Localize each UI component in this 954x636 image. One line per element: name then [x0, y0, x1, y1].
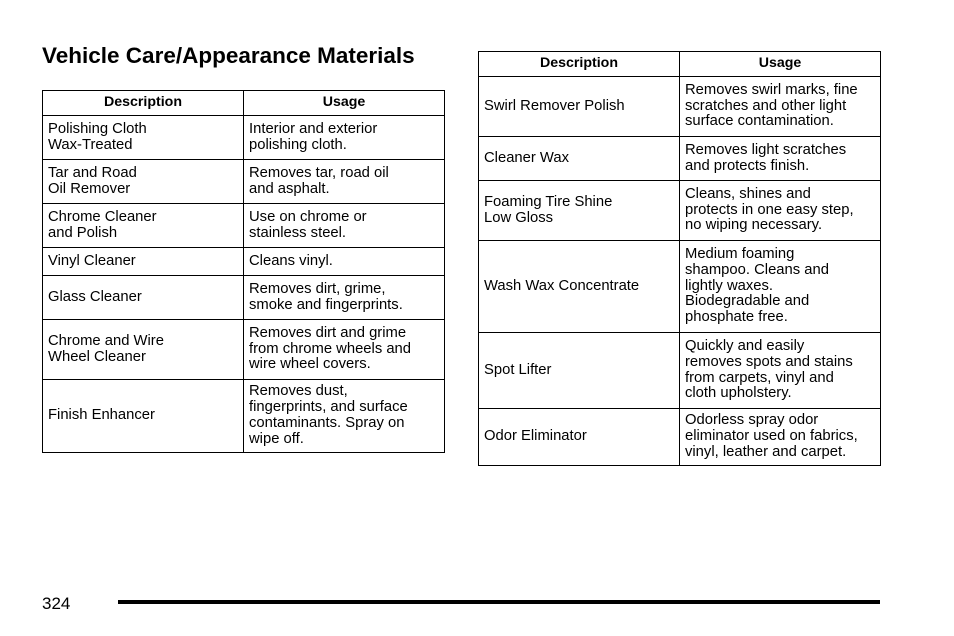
usage-cell — [680, 181, 881, 241]
column-header-usage: Usage — [680, 52, 881, 77]
description-cell — [43, 204, 244, 248]
table-row — [43, 116, 445, 160]
description-cell — [479, 137, 680, 181]
description-text: Spot Lifter — [484, 361, 552, 378]
usage-cell — [680, 409, 881, 466]
usage-cell — [244, 204, 445, 248]
description-text: Swirl Remover Polish — [484, 97, 625, 114]
usage-text: Medium foaming shampoo. Cleans and lightly waxes. Biodegradable and phosphate free. — [685, 246, 829, 326]
usage-cell — [244, 320, 445, 380]
description-text: Wash Wax Concentrate — [484, 277, 640, 294]
table-header-row — [479, 52, 881, 77]
description-text: Foaming Tire Shine Low Gloss — [484, 193, 613, 226]
usage-cell — [244, 116, 445, 160]
table-row — [479, 77, 881, 137]
table-row — [479, 181, 881, 241]
usage-text: Use on chrome or stainless steel. — [249, 208, 367, 241]
table-row — [43, 248, 445, 276]
table-header-row — [43, 91, 445, 116]
description-text: Cleaner Wax — [484, 149, 569, 166]
usage-text: Cleans, shines and protects in one easy step, no wiping necessary. — [685, 185, 854, 234]
page-number: 324 — [42, 594, 71, 613]
materials-table-left — [42, 90, 445, 453]
table-row — [43, 320, 445, 380]
usage-cell — [244, 276, 445, 320]
description-cell — [43, 380, 244, 453]
usage-cell — [244, 160, 445, 204]
description-cell — [43, 160, 244, 204]
table-row — [43, 160, 445, 204]
usage-cell — [680, 137, 881, 181]
table-row — [479, 241, 881, 333]
usage-cell — [244, 248, 445, 276]
usage-text: Quickly and easily removes spots and stains from carpets, vinyl and cloth upholstery. — [685, 337, 853, 402]
usage-text: Cleans vinyl. — [249, 252, 333, 269]
column-header-description: Description — [43, 91, 244, 116]
description-cell — [43, 116, 244, 160]
description-text: Vinyl Cleaner — [48, 252, 136, 269]
description-text: Odor Eliminator — [484, 428, 587, 445]
table-row — [479, 137, 881, 181]
description-text: Glass Cleaner — [48, 288, 142, 305]
description-cell — [479, 409, 680, 466]
usage-text: Removes dust, fingerprints, and surface contaminants. Spray on wipe off. — [249, 383, 408, 447]
description-text: Finish Enhancer — [48, 407, 155, 424]
description-cell — [43, 248, 244, 276]
description-cell — [479, 77, 680, 137]
usage-text: Removes swirl marks, fine scratches and other light surface contamination. — [685, 81, 858, 130]
description-cell — [43, 276, 244, 320]
description-text: Chrome Cleaner and Polish — [48, 208, 157, 241]
usage-text: Removes light scratches and protects finish. — [685, 141, 847, 174]
usage-text: Removes dirt, grime, smoke and fingerprints. — [249, 280, 403, 313]
usage-text: Removes tar, road oil and asphalt. — [249, 164, 389, 197]
usage-cell — [680, 241, 881, 333]
column-header-description: Description — [479, 52, 680, 77]
description-text: Chrome and Wire Wheel Cleaner — [48, 332, 164, 365]
description-cell — [479, 241, 680, 333]
description-cell — [479, 181, 680, 241]
column-header-usage: Usage — [244, 91, 445, 116]
description-cell — [479, 333, 680, 409]
usage-text: Removes dirt and grime from chrome wheels and wire wheel covers. — [249, 324, 412, 373]
materials-table-right — [478, 51, 881, 466]
usage-cell — [244, 380, 445, 453]
table-row — [479, 333, 881, 409]
usage-cell — [680, 333, 881, 409]
table-row — [43, 204, 445, 248]
usage-cell — [680, 77, 881, 137]
table-row — [43, 380, 445, 453]
table-row — [43, 276, 445, 320]
usage-text: Interior and exterior polishing cloth. — [249, 120, 378, 153]
description-text: Polishing Cloth Wax-Treated — [48, 120, 147, 153]
page-title: Vehicle Care/Appearance Materials — [42, 43, 415, 68]
description-text: Tar and Road Oil Remover — [48, 164, 137, 197]
table-row — [479, 409, 881, 466]
description-cell — [43, 320, 244, 380]
usage-text: Odorless spray odor eliminator used on fabrics, vinyl, leather and carpet. — [685, 412, 858, 460]
footer-divider — [118, 600, 880, 604]
